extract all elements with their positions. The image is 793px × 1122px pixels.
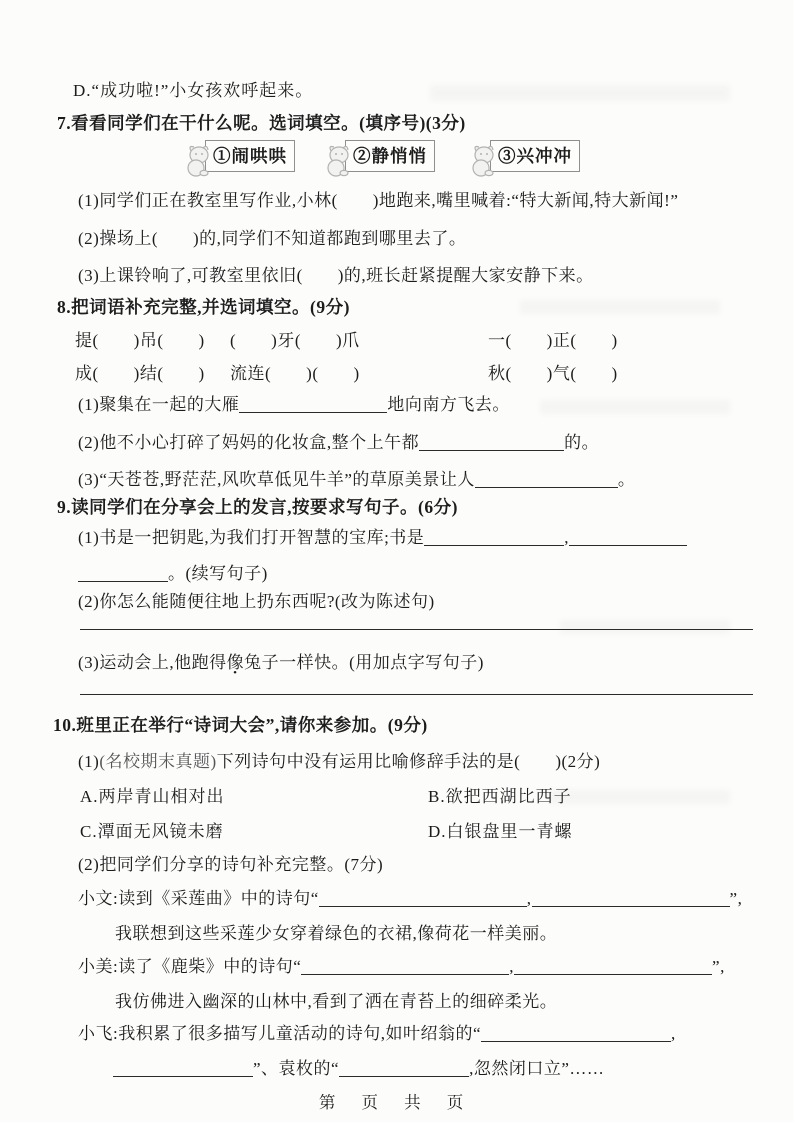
bleedthrough-artifact	[540, 400, 730, 414]
q8-item-3: (3)“天苍苍,野茫茫,风吹草低见牛羊”的草原美景让人 。	[78, 470, 636, 489]
word-option-label: ③兴冲冲	[498, 146, 572, 166]
question-8-title: 8.把词语补充完整,并选词填空。(9分)	[57, 297, 350, 317]
answer-blank[interactable]	[301, 957, 509, 975]
answer-blank[interactable]	[481, 1024, 671, 1042]
q10-xiaofei-line-1: 小飞:我积累了很多描写儿童活动的诗句,如叶绍翁的“ ,	[78, 1024, 676, 1043]
q9-item-1-line-2: 。(续写句子)	[78, 559, 268, 584]
answer-blank[interactable]	[419, 433, 564, 451]
answer-blank[interactable]	[424, 528, 564, 546]
page-footer: 第 页 共 页	[318, 1093, 475, 1112]
q10-xiaofei-line-2: ”、袁枚的“ ,忽然闭口立”……	[113, 1054, 604, 1079]
answer-blank[interactable]	[78, 564, 168, 582]
q8-grid-cell: ( )牙( )爪	[230, 331, 360, 350]
q8-item-1: (1)聚集在一起的大雁 地向南方飞去。	[78, 395, 510, 414]
answer-blank[interactable]	[569, 528, 687, 546]
answer-blank[interactable]	[514, 957, 712, 975]
q10-option-c: C.潭面无风镜未磨	[80, 822, 224, 841]
word-option-box-3	[490, 140, 580, 172]
answer-line[interactable]	[80, 629, 753, 630]
answer-blank[interactable]	[319, 889, 527, 907]
q10-item-1-stem: (1)(名校期末真题)下列诗句中没有运用比喻修辞手法的是( )(2分)	[78, 752, 601, 771]
q10-xiaowen-line-2: 我联想到这些采莲少女穿着绿色的衣裙,像荷花一样美丽。	[115, 924, 558, 943]
q10-xiaomei-line-2: 我仿佛进入幽深的山林中,看到了洒在青苔上的细碎柔光。	[115, 992, 558, 1011]
q9-item-3: (3)运动会上,他跑得像兔子一样快。(用加点字写句子)	[78, 648, 484, 673]
question-7-title: 7.看看同学们在干什么呢。选词填空。(填序号)(3分)	[57, 113, 466, 133]
word-option-box-1	[205, 140, 295, 172]
q7-item-1: (1)同学们正在教室里写作业,小林( )地跑来,嘴里喊着:“特大新闻,特大新闻!”	[78, 191, 679, 210]
mascot-icon	[324, 144, 350, 183]
q8-grid-cell: 提( )吊( )	[75, 331, 205, 350]
q8-grid-cell: 一( )正( )	[488, 331, 618, 350]
mascot-icon	[184, 144, 210, 183]
answer-blank[interactable]	[113, 1059, 253, 1077]
answer-blank[interactable]	[339, 1059, 469, 1077]
question-10-title: 10.班里正在举行“诗词大会”,请你来参加。(9分)	[53, 715, 428, 735]
question-7-number: 7.	[57, 113, 72, 133]
q10-xiaowen-line-1: 小文:读到《采莲曲》中的诗句“ , ”,	[78, 889, 743, 908]
question-10-number: 10.	[53, 715, 77, 735]
prev-option-d: D.“成功啦!”小女孩欢呼起来。	[73, 81, 314, 100]
answer-line[interactable]	[80, 694, 753, 695]
answer-blank[interactable]	[239, 395, 387, 413]
q7-item-3: (3)上课铃响了,可教室里依旧( )的,班长赶紧提醒大家安静下来。	[78, 266, 594, 285]
word-option-box-2	[345, 140, 435, 172]
bleedthrough-artifact	[550, 790, 730, 804]
bleedthrough-artifact	[560, 620, 730, 634]
answer-blank[interactable]	[475, 470, 618, 488]
q8-grid-cell: 秋( )气( )	[488, 364, 618, 383]
q10-xiaomei-line-1: 小美:读了《鹿柴》中的诗句“ , ”,	[78, 957, 725, 976]
q8-item-2: (2)他不小心打碎了妈妈的化妆盒,整个上午都 的。	[78, 433, 600, 452]
q9-item-1-line-1: (1)书是一把钥匙,为我们打开智慧的宝库;书是 ,	[78, 523, 687, 548]
source-tag: (名校期末真题)	[99, 752, 217, 771]
q8-grid-cell: 流连( )( )	[230, 364, 360, 383]
bleedthrough-artifact	[430, 85, 730, 101]
mascot-icon	[469, 144, 495, 183]
q8-grid-cell: 成( )结( )	[75, 364, 205, 383]
q10-option-d: D.白银盘里一青螺	[428, 822, 573, 841]
q10-option-b: B.欲把西湖比西子	[428, 787, 572, 806]
question-8-number: 8.	[57, 297, 72, 317]
word-option-label: ②静悄悄	[353, 146, 427, 166]
dotted-character: 像	[226, 653, 245, 672]
question-9-title: 9.读同学们在分享会上的发言,按要求写句子。(6分)	[57, 497, 458, 517]
bleedthrough-artifact	[520, 300, 720, 314]
question-9-number: 9.	[57, 497, 72, 517]
q10-option-a: A.两岸青山相对出	[80, 787, 225, 806]
q10-item-2-stem: (2)把同学们分享的诗句补充完整。(7分)	[78, 855, 384, 874]
word-option-label: ①闹哄哄	[213, 146, 287, 166]
answer-blank[interactable]	[532, 889, 730, 907]
q9-item-2: (2)你怎么能随便往地上扔东西呢?(改为陈述句)	[78, 592, 435, 611]
q7-item-2: (2)操场上( )的,同学们不知道都跑到哪里去了。	[78, 229, 467, 248]
